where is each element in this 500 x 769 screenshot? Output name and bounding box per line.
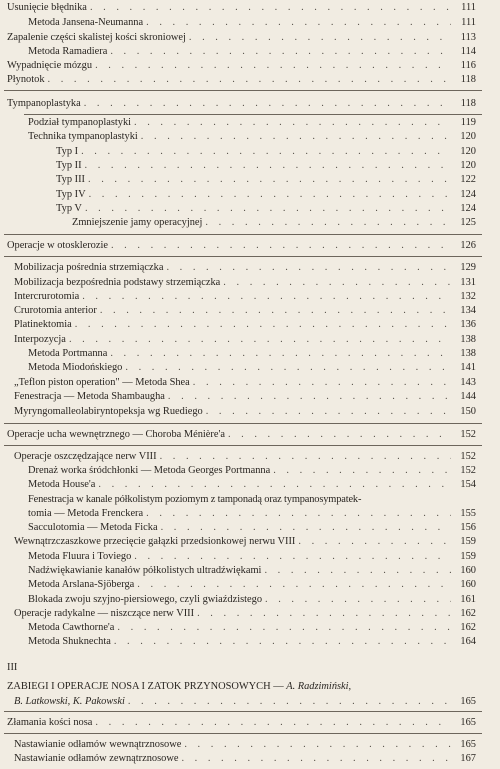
toc-entry-page: 113 <box>460 32 476 43</box>
toc-entry-title: Nastawianie odłamów wewnątrznosowe <box>14 739 182 750</box>
toc-entry[interactable] <box>28 348 476 360</box>
toc-entry-page: 162 <box>460 608 476 619</box>
toc-entry[interactable] <box>14 451 476 463</box>
toc-entry[interactable] <box>7 2 476 14</box>
toc-entry-title-line1: Fenestracja w kanale półkolistym poziomym z tamponadą oraz tympanosympatek- <box>28 494 362 505</box>
toc-entry-title: Usunięcie błędnika <box>7 2 87 13</box>
toc-entry-page: 165 <box>460 739 476 750</box>
toc-entry-title: Blokada zwoju szyjno-piersiowego, czyli gwiaździstego <box>28 594 263 605</box>
toc-entry-title: Płynotok <box>7 74 45 85</box>
toc-entry[interactable] <box>14 305 476 317</box>
toc-entry[interactable] <box>28 17 476 29</box>
toc-entry[interactable] <box>28 131 476 143</box>
toc-entry-title: Typ III <box>56 174 85 185</box>
toc-entry-page: 161 <box>460 594 476 605</box>
toc-entry[interactable] <box>14 391 476 403</box>
toc-entry-title: Operacje radykalne — niszczące nerw VIII <box>14 608 195 619</box>
toc-entry-title: Metoda Ramadiera <box>28 46 108 57</box>
toc-entry[interactable] <box>14 406 476 418</box>
section-divider <box>4 423 482 424</box>
toc-entry[interactable] <box>28 117 476 129</box>
toc-entry-title: Metoda Jansena-Neumanna <box>28 17 144 28</box>
toc-entry[interactable] <box>56 189 476 201</box>
toc-entry[interactable] <box>28 522 476 534</box>
toc-entry-title: Metoda Portmanna <box>28 348 108 359</box>
toc-entry-title: Operacje ucha wewnętrznego — Choroba Ménière'a <box>7 429 225 440</box>
toc-entry-page: 114 <box>460 46 476 57</box>
toc-entry[interactable] <box>56 146 476 158</box>
toc-entry[interactable] <box>7 74 476 86</box>
toc-entry-page: 154 <box>460 479 476 490</box>
toc-entry-page: 152 <box>460 429 476 440</box>
toc-entry-title: Nastawianie odłamów zewnątrznosowe <box>14 753 179 764</box>
toc-entry[interactable] <box>28 362 476 374</box>
toc-entry-page: 167 <box>460 753 476 764</box>
toc-entry-title: Nadźwiękawianie kanałów półkolistych ultradźwiękami <box>28 565 262 576</box>
toc-entry-page: 165 <box>460 717 476 728</box>
toc-entry-title: Metoda House'a <box>28 479 96 490</box>
part-author: A. Radzimiński, <box>286 681 352 692</box>
toc-entry-title: Mobilizacja pośrednia strzemiączka <box>14 262 164 273</box>
toc-entry[interactable] <box>14 753 476 765</box>
toc-entry[interactable] <box>28 465 476 477</box>
toc-entry-page: 129 <box>460 262 476 273</box>
toc-entry[interactable] <box>28 508 476 520</box>
toc-entry[interactable] <box>28 579 476 591</box>
toc-entry[interactable] <box>14 696 476 708</box>
toc-entry-page: 159 <box>460 551 476 562</box>
section-divider <box>4 711 482 712</box>
toc-entry-title: tomia — Metoda Frenckera <box>28 508 144 519</box>
toc-entry[interactable] <box>14 291 476 303</box>
toc-entry-title: Typ II <box>56 160 82 171</box>
toc-entry-title: „Teflon piston operation" — Metoda Shea <box>14 377 190 388</box>
toc-entry-page: 131 <box>460 277 476 288</box>
toc-entry-page: 126 <box>460 240 476 251</box>
toc-entry[interactable] <box>14 739 476 751</box>
toc-entry[interactable] <box>28 551 476 563</box>
toc-entry-page: 152 <box>460 465 476 476</box>
toc-entry[interactable] <box>28 46 476 58</box>
toc-entry[interactable] <box>14 334 476 346</box>
toc-entry-title: Drenaż worka śródchłonki — Metoda Georges Portmanna <box>28 465 271 476</box>
toc-entry-title: Wewnątrzczaszkowe przecięcie gałązki przedsionkowej nerwu VIII <box>14 536 296 547</box>
toc-entry[interactable] <box>14 277 476 289</box>
toc-entry-title: Podział tympanoplastyki <box>28 117 132 128</box>
toc-entry-page: 162 <box>460 622 476 633</box>
part-title-text: ZABIEGI I OPERACJE NOSA I ZATOK PRZYNOSOWYCH — <box>7 681 284 692</box>
toc-entry-page: 150 <box>460 406 476 417</box>
toc-entry-page: 138 <box>460 334 476 345</box>
toc-entry-title: Złamania kości nosa <box>7 717 93 728</box>
toc-entry-title: Intercrurotomia <box>14 291 80 302</box>
toc-entry-page: 156 <box>460 522 476 533</box>
toc-entry-title: Fenestracja — Metoda Shambaugha <box>14 391 165 402</box>
toc-entry[interactable] <box>14 608 476 620</box>
section-divider <box>4 256 482 257</box>
toc-entry-page: 124 <box>460 203 476 214</box>
toc-entry-page: 124 <box>460 189 476 200</box>
toc-entry[interactable] <box>28 594 476 606</box>
toc-entry[interactable] <box>56 160 476 172</box>
toc-entry-title: Platinektomia <box>14 319 72 330</box>
toc-entry-page: 143 <box>460 377 476 388</box>
toc-entry-title: Operacje oszczędzające nerw VIII <box>14 451 157 462</box>
toc-entry-page: 160 <box>460 565 476 576</box>
toc-entry[interactable] <box>72 217 476 229</box>
toc-entry-title: Typ I <box>56 146 79 157</box>
toc-entry-title: Tympanoplastyka <box>7 98 81 109</box>
toc-entry-title: Wypadnięcie mózgu <box>7 60 93 71</box>
toc-entry-title: Interpozycja <box>14 334 66 345</box>
toc-entry[interactable] <box>7 240 476 252</box>
toc-entry-title: Zmniejszenie jamy operacyjnej <box>72 217 203 228</box>
toc-entry[interactable] <box>7 32 476 44</box>
toc-entry-page: 118 <box>460 98 476 109</box>
toc-entry-title: Typ V <box>56 203 82 214</box>
toc-entry-page: 111 <box>461 2 476 13</box>
toc-entry-title: Metoda Cawthorne'a <box>28 622 115 633</box>
toc-entry[interactable] <box>14 536 476 548</box>
toc-entry-title: Metoda Fluura i Toviego <box>28 551 132 562</box>
toc-entry-page: 134 <box>460 305 476 316</box>
toc-entry-page: 132 <box>460 291 476 302</box>
toc-entry-title: Mobilizacja bezpośrednia podstawy strzemiączka <box>14 277 221 288</box>
toc-entry-page: 119 <box>460 117 476 128</box>
toc-entry-page: 159 <box>460 536 476 547</box>
toc-entry-page: 160 <box>460 579 476 590</box>
toc-entry[interactable] <box>14 319 476 331</box>
toc-entry-title: Metoda Miodońskiego <box>28 362 123 373</box>
toc-entry-page: 164 <box>460 636 476 647</box>
toc-entry-title: Zapalenie części skalistej kości skroniowej <box>7 32 186 43</box>
toc-entry-page: 120 <box>460 146 476 157</box>
toc-entry-page: 118 <box>460 74 476 85</box>
toc-entry-page: 155 <box>460 508 476 519</box>
toc-entry-page: 141 <box>460 362 476 373</box>
toc-entry-page: 116 <box>460 60 476 71</box>
toc-entry-page: 138 <box>460 348 476 359</box>
toc-entry[interactable] <box>56 174 476 186</box>
toc-entry-title: Myryngomalleolabiryntopeksja wg Ruediego <box>14 406 203 417</box>
toc-entry-page: 120 <box>460 160 476 171</box>
toc-entry-title: Crurotomia anterior <box>14 305 97 316</box>
toc-entry[interactable] <box>7 98 476 110</box>
toc-entry-title: Sacculotomia — Metoda Ficka <box>28 522 158 533</box>
toc-entry[interactable] <box>7 717 476 729</box>
section-divider <box>24 114 482 115</box>
toc-entry[interactable] <box>7 60 476 72</box>
toc-entry-page: 122 <box>460 174 476 185</box>
toc-entry[interactable] <box>28 636 476 648</box>
toc-entry-page: 125 <box>460 217 476 228</box>
part-title <box>7 681 476 693</box>
toc-entry[interactable] <box>28 565 476 577</box>
part-authors: B. Latkowski, K. Pakowski <box>14 696 125 707</box>
toc-entry-title: Metoda Arslana-Sjöberga <box>28 579 135 590</box>
toc-entry[interactable] <box>14 262 476 274</box>
toc-entry-title: Technika tympanoplastyki <box>28 131 138 142</box>
toc-entry-title: Metoda Shuknechta <box>28 636 111 647</box>
toc-entry-page: 152 <box>460 451 476 462</box>
toc-entry-page: 165 <box>460 696 476 707</box>
section-divider <box>4 234 482 235</box>
toc-entry-title: Typ IV <box>56 189 86 200</box>
toc-entry[interactable] <box>7 429 476 441</box>
part-numeral: III <box>7 662 18 673</box>
section-divider <box>4 733 482 734</box>
toc-entry[interactable] <box>14 377 476 389</box>
toc-entry-page: 120 <box>460 131 476 142</box>
toc-entry-page: 144 <box>460 391 476 402</box>
toc-entry-title: Operacje w otosklerozie <box>7 240 108 251</box>
toc-entry[interactable] <box>28 479 476 491</box>
toc-entry-page: 136 <box>460 319 476 330</box>
toc-entry[interactable] <box>56 203 476 215</box>
toc-entry[interactable] <box>28 622 476 634</box>
section-divider <box>4 90 482 91</box>
section-divider <box>4 445 482 446</box>
toc-entry-page: 111 <box>461 17 476 28</box>
